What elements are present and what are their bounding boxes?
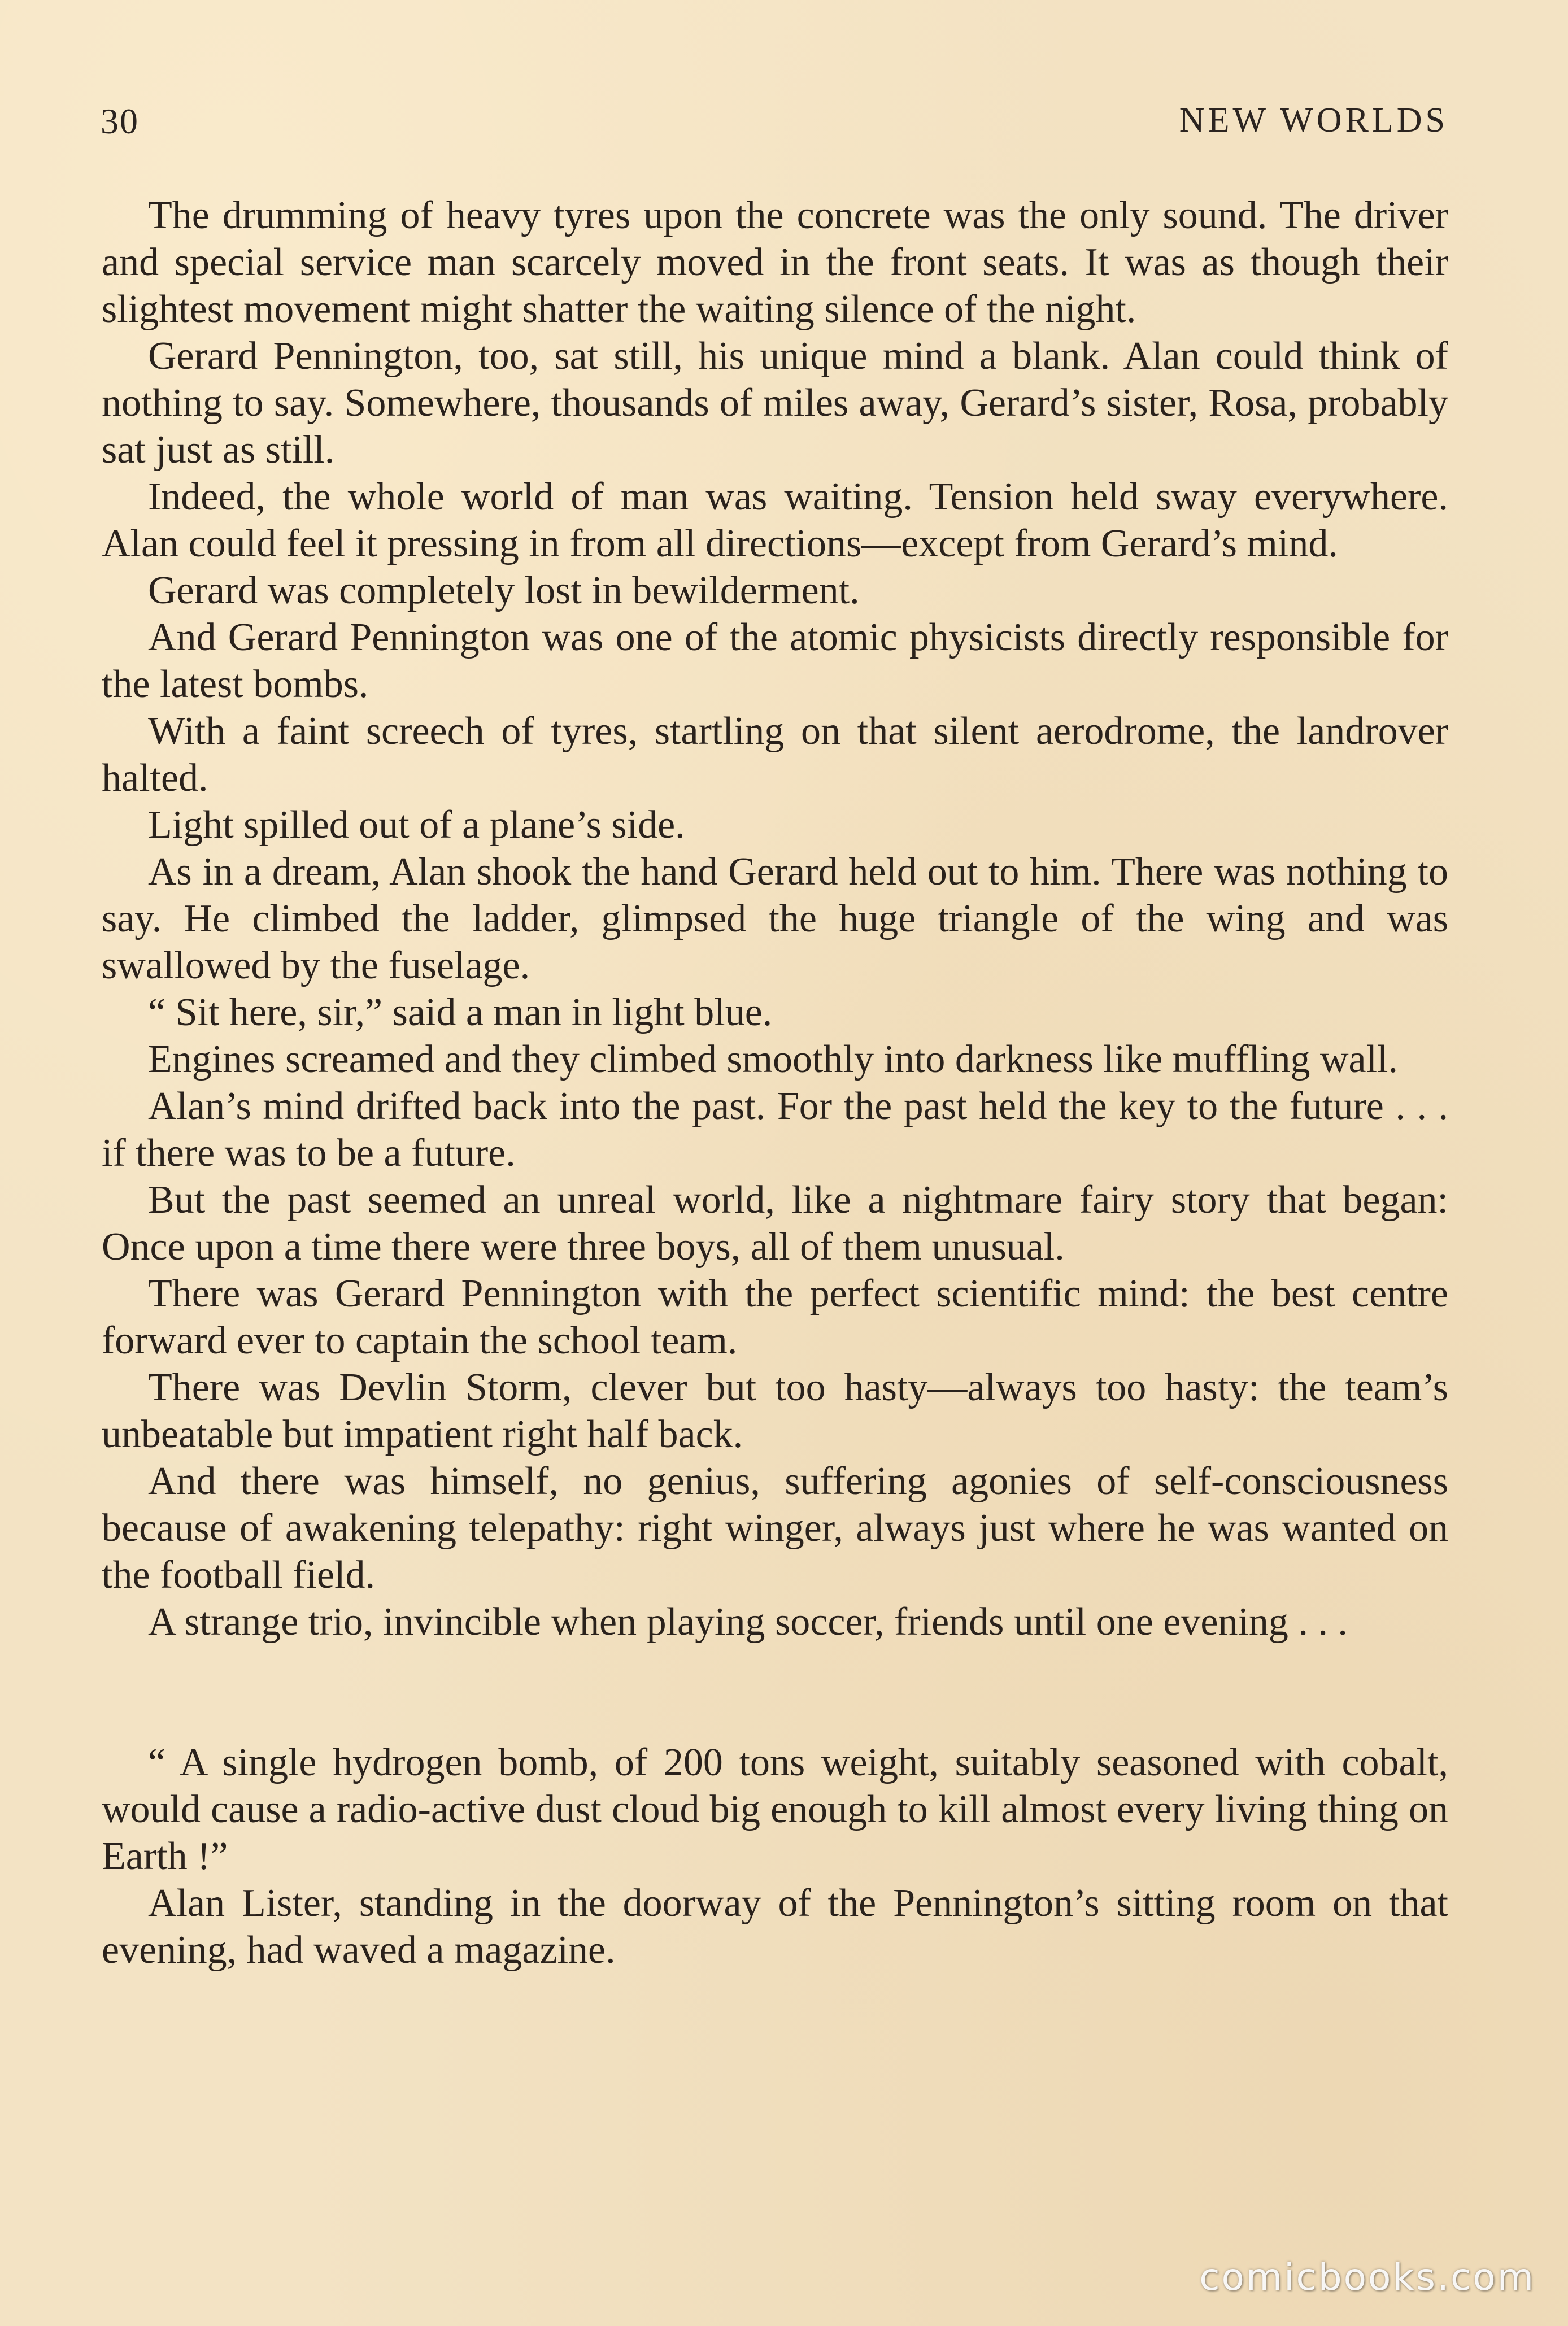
running-head	[101, 101, 1448, 151]
paragraph: Light spilled out of a plane’s side.	[148, 803, 685, 847]
page-number: 30	[101, 101, 139, 141]
paragraph: And Gerard Pennington was one of the atomic physicists directly responsible for the latest bombs.	[102, 616, 1448, 706]
paragraph: There was Devlin Storm, clever but too hasty—always too hasty: the team’s unbeatable but impatient right half back.	[102, 1366, 1448, 1456]
paragraph: “ A single hydrogen bomb, of 200 tons weight, suitably seasoned with cobalt, would cause a radio-active dust cloud big enough to kill almost every living thing on Earth !”	[102, 1741, 1448, 1878]
paragraph: There was Gerard Pennington with the perfect scientific mind: the best centre forward ever to captain the school team.	[102, 1272, 1448, 1362]
paragraph: And there was himself, no genius, suffering agonies of self-consciousness because of awakening telepathy: right winger, always just where he was wanted on the football field.	[102, 1460, 1448, 1597]
paragraph: Alan’s mind drifted back into the past. For the past held the key to the future . . . if there was to be a future.	[102, 1084, 1448, 1175]
paragraph: Indeed, the whole world of man was waiting. Tension held sway everywhere. Alan could feel it pressing in from all directions—except from Gerard’s mind.	[102, 475, 1448, 565]
body-text	[102, 192, 1448, 1974]
paragraph: But the past seemed an unreal world, like a nightmare fairy story that began: Once upon a time there were three boys, all of them unusual.	[102, 1178, 1448, 1269]
paragraph: “ Sit here, sir,” said a man in light blue.	[148, 991, 773, 1034]
section-break	[102, 1645, 1448, 1739]
paragraph: Gerard Pennington, too, sat still, his unique mind a blank. Alan could think of nothing to say. Somewhere, thousands of miles away, Gerard’s sister, Rosa, probably sat just as still.	[102, 334, 1448, 472]
paragraph: Gerard was completely lost in bewilderment.	[148, 569, 860, 612]
watermark: comicbooks.com	[1199, 2255, 1535, 2299]
paragraph: The drumming of heavy tyres upon the concrete was the only sound. The driver and special service man scarcely moved in the front seats. It was as though their slightest movement might shatter the waiting silence of the night.	[102, 194, 1448, 331]
paragraph: Alan Lister, standing in the doorway of the Pennington’s sitting room on that evening, had waved a magazine.	[102, 1881, 1448, 1972]
paragraph: Engines screamed and they climbed smoothly into darkness like muffling wall.	[148, 1038, 1398, 1081]
paragraph: A strange trio, invincible when playing soccer, friends until one evening . . .	[148, 1600, 1348, 1644]
paragraph: As in a dream, Alan shook the hand Gerard held out to him. There was nothing to say. He climbed the ladder, glimpsed the huge triangle of the wing and was swallowed by the fuselage.	[102, 850, 1448, 987]
journal-title: NEW WORLDS	[1179, 101, 1448, 140]
paragraph: With a faint screech of tyres, startling on that silent aerodrome, the landrover halted.	[102, 709, 1448, 800]
